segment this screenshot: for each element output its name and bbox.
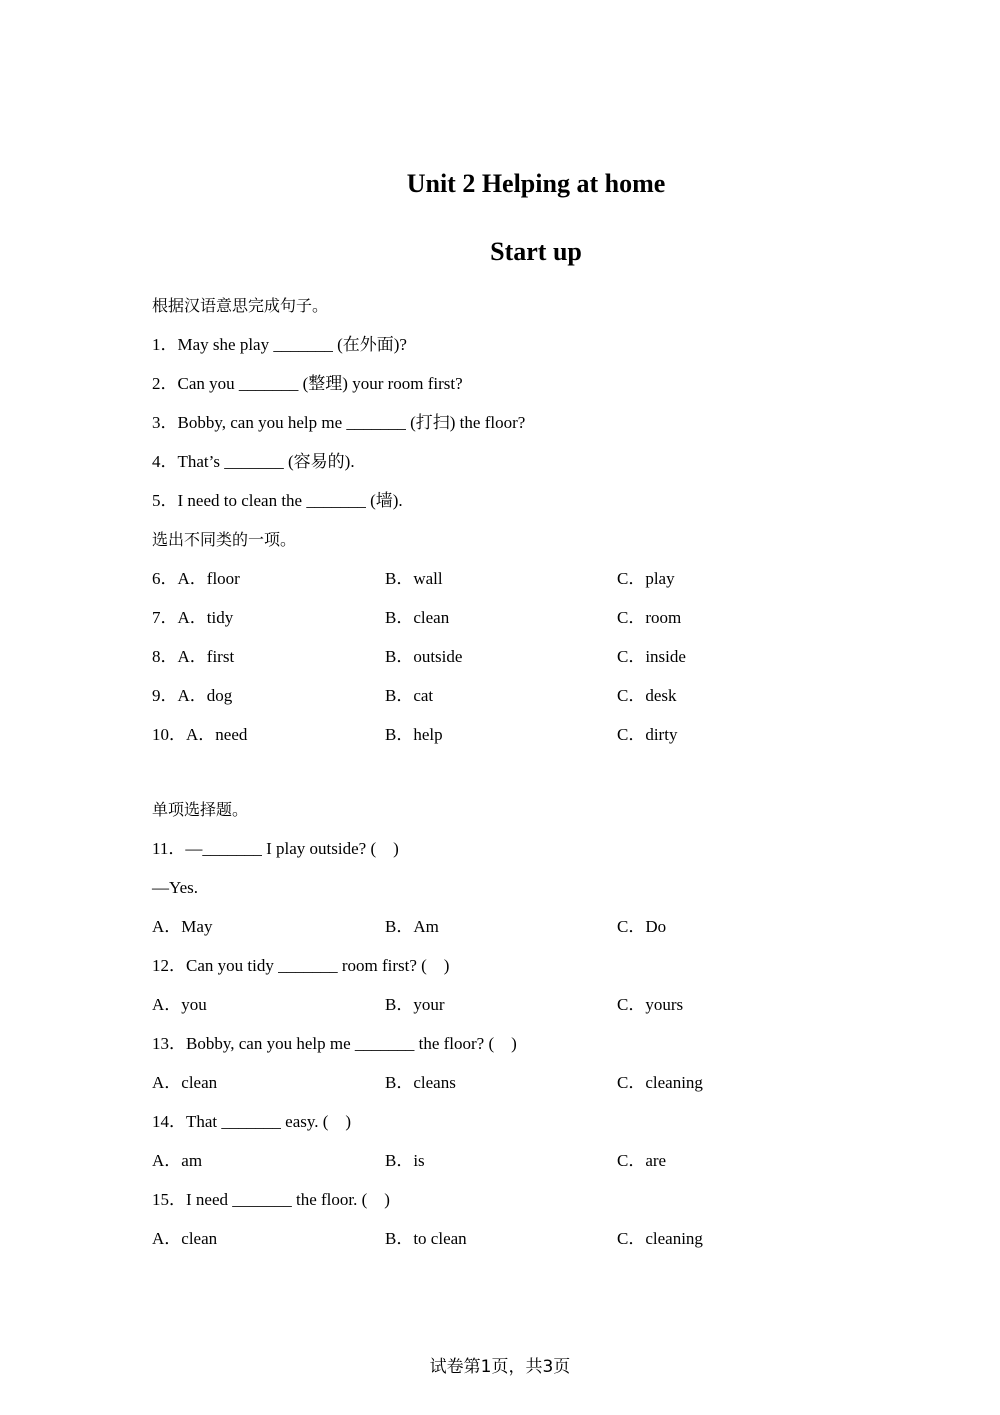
q13-option-b: B．cleans <box>385 1073 456 1092</box>
q15-option-c: C．cleaning <box>617 1229 703 1248</box>
page-title: Unit 2 Helping at home <box>406 169 666 198</box>
q8-option-b: B．outside <box>385 647 463 666</box>
question-3: 3．Bobby, can you help me _______ (打扫) the floor? <box>152 413 526 432</box>
question-11: 11．—_______ I play outside? ( ) <box>152 839 399 858</box>
q14-option-c: C．are <box>617 1151 667 1170</box>
q9-option-c: C．desk <box>617 686 677 705</box>
q12-option-b: B．your <box>385 995 445 1014</box>
q15-option-a: A．clean <box>152 1229 218 1248</box>
question-11-answer: —Yes. <box>152 878 198 897</box>
q10-option-c: C．dirty <box>617 725 678 744</box>
q9-option-b: B．cat <box>385 686 434 705</box>
page-footer: 试卷第1页，共3页 <box>429 1357 571 1377</box>
q10-option-a: 10．A．need <box>152 725 248 744</box>
q14-option-b: B．is <box>385 1151 425 1170</box>
q7-option-c: C．room <box>617 608 682 627</box>
section2-instruction: 选出不同类的一项。 <box>152 530 297 549</box>
q11-option-a: A．May <box>152 917 213 936</box>
q13-option-c: C．cleaning <box>617 1073 703 1092</box>
q10-option-b: B．help <box>385 725 443 744</box>
question-2: 2．Can you _______ (整理) your room first? <box>152 374 463 393</box>
q15-option-b: B．to clean <box>385 1229 467 1248</box>
section1-instruction: 根据汉语意思完成句子。 <box>152 296 329 315</box>
q6-option-c: C．play <box>617 569 675 588</box>
question-14: 14．That _______ easy. ( ) <box>152 1112 352 1131</box>
q8-option-a: 8．A．first <box>152 647 235 666</box>
question-5: 5．I need to clean the _______ (墙). <box>152 491 403 510</box>
q11-option-b: B．Am <box>385 917 439 936</box>
q6-option-b: B．wall <box>385 569 443 588</box>
question-12: 12．Can you tidy _______ room first? ( ) <box>152 956 450 975</box>
page-subtitle: Start up <box>490 237 582 266</box>
q7-option-a: 7．A．tidy <box>152 608 234 627</box>
q11-option-c: C．Do <box>617 917 667 936</box>
question-15: 15．I need _______ the floor. ( ) <box>152 1190 390 1209</box>
q12-option-c: C．yours <box>617 995 684 1014</box>
q7-option-b: B．clean <box>385 608 450 627</box>
q13-option-a: A．clean <box>152 1073 218 1092</box>
question-13: 13．Bobby, can you help me _______ the floor? ( ) <box>152 1034 517 1053</box>
q12-option-a: A．you <box>152 995 207 1014</box>
q9-option-a: 9．A．dog <box>152 686 233 705</box>
q14-option-a: A．am <box>152 1151 203 1170</box>
q6-option-a: 6．A．floor <box>152 569 240 588</box>
section3-instruction: 单项选择题。 <box>152 800 249 819</box>
question-1: 1．May she play _______ (在外面)? <box>152 335 407 354</box>
q8-option-c: C．inside <box>617 647 686 666</box>
question-4: 4．That’s _______ (容易的). <box>152 452 355 471</box>
